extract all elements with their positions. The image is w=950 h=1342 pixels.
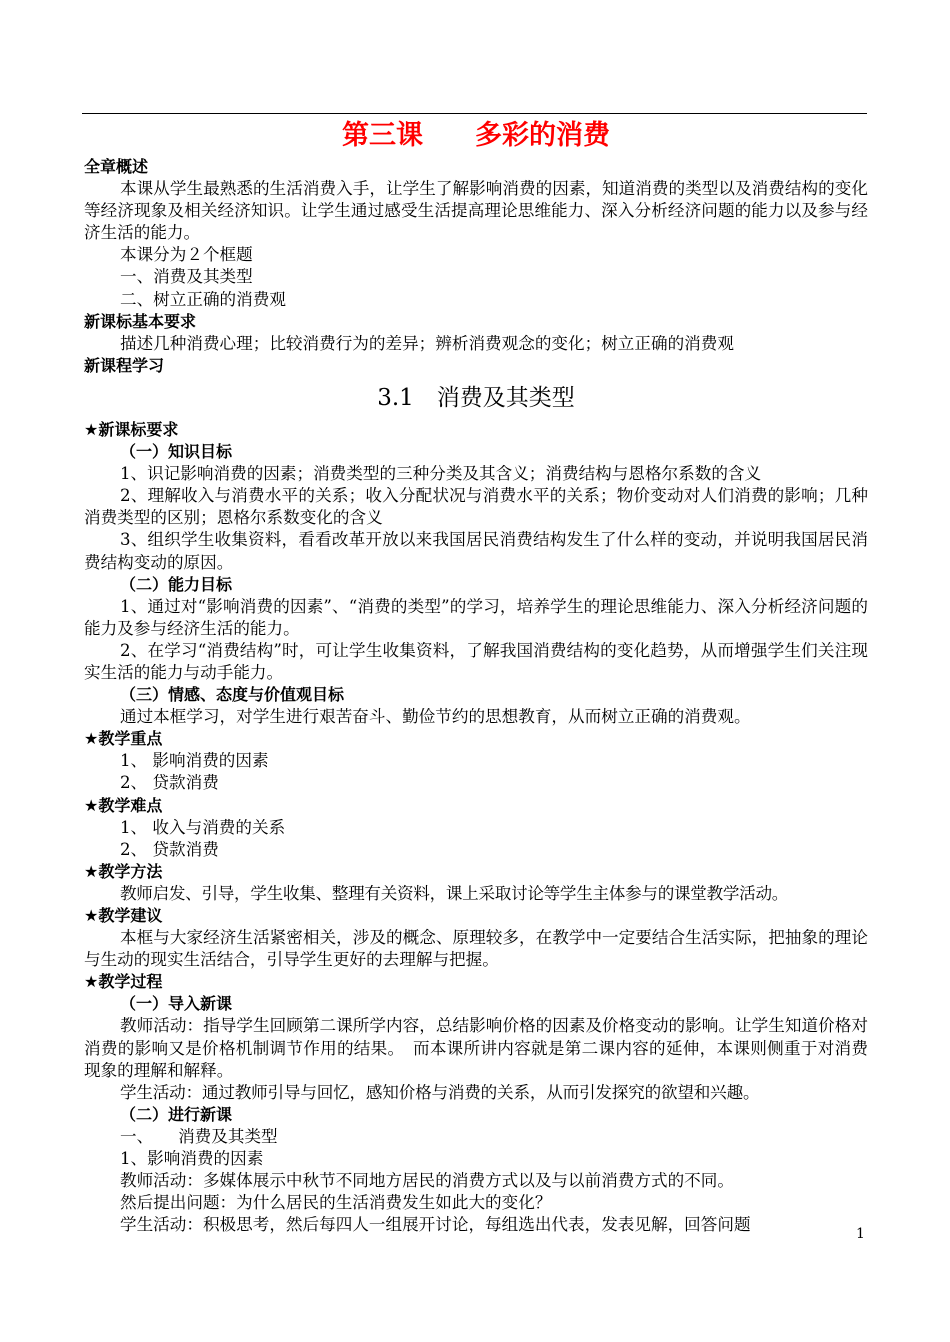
overview-heading: 全章概述	[84, 157, 149, 176]
key-point-2: 2、 贷款消费	[120, 773, 219, 793]
methods-text: 教师启发、引导，学生收集、整理有关资料，课上采取讨论等学生主体参与的课堂教学活动。	[120, 883, 789, 903]
knowledge-heading: （一）知识目标	[120, 442, 233, 462]
overview-count: 本课分为２个框题	[120, 245, 253, 265]
new-lesson-item-3: 教师活动：多媒体展示中秋节不同地方居民的消费方式以及与以前消费方式的不同。	[120, 1171, 734, 1191]
ability-item-2: 2、在学习“消费结构”时，可让学生收集资料，了解我国消费结构的变化趋势，从而增强学生们关注现实生活的能力与动手能力。	[84, 640, 868, 682]
suggestions-heading: ★教学建议	[84, 906, 163, 925]
document-body	[84, 116, 868, 1236]
knowledge-item-3: 3、组织学生收集资料，看看改革开放以来我国居民消费结构发生了什么样的变动，并说明我国居民消费结构变动的原因。	[84, 530, 868, 572]
overview-item-1: 一、消费及其类型	[120, 267, 253, 287]
new-lesson-item-4: 然后提出问题：为什么居民的生活消费发生如此大的变化？	[120, 1193, 552, 1213]
top-rule	[82, 113, 867, 114]
emotion-item-1: 通过本框学习，对学生进行艰苦奋斗、勤俭节约的思想教育，从而树立正确的消费观。	[120, 707, 751, 727]
key-point-1: 1、 影响消费的因素	[120, 751, 269, 771]
difficulties-heading: ★教学难点	[84, 795, 163, 815]
lesson-number: 第三课	[342, 120, 423, 151]
new-lesson-item-5: 学生活动：积极思考，然后每四人一组展开讨论，每组选出代表，发表见解，回答问题	[120, 1215, 751, 1235]
ability-heading: （二）能力目标	[120, 574, 233, 594]
intro-heading: （一）导入新课	[120, 994, 233, 1014]
page-number: 1	[856, 1226, 865, 1242]
ability-item-1: 1、通过对“影响消费的因素”、“消费的类型”的学习，培养学生的理论思维能力、深入分析经济问题的能力及参与经济生活的能力。	[84, 596, 868, 638]
teacher-activity: 教师活动：指导学生回顾第二课所学内容，总结影响价格的因素及价格变动的影响。让学生知道价格对消费的影响又是价格机制调节作用的结果。 而本课所讲内容就是第二课内容的延伸，本课则侧重于对消费现象的理解和解释。	[84, 1016, 868, 1080]
emotion-heading: （三）情感、态度与价值观目标	[120, 685, 345, 705]
section-title: 3.1 消费及其类型	[377, 384, 575, 411]
new-lesson-heading: （二）进行新课	[120, 1104, 233, 1124]
methods-heading: ★教学方法	[84, 861, 163, 881]
course-heading: 新课程学习	[84, 355, 165, 375]
requirements-heading: ★新课标要求	[84, 419, 179, 439]
new-lesson-item-2: 1、影响消费的因素	[120, 1149, 264, 1169]
student-activity: 学生活动：通过教师引导与回忆，感知价格与消费的关系，从而引发探究的欲望和兴趣。	[120, 1082, 760, 1102]
knowledge-item-1: 1、识记影响消费的因素；消费类型的三种分类及其含义；消费结构与恩格尔系数的含义	[120, 464, 762, 484]
knowledge-item-2: 2、理解收入与消费水平的关系；收入分配状况与消费水平的关系；物价变动对人们消费的影响；几种消费类型的区别；恩格尔系数变化的含义	[84, 486, 868, 528]
suggestions-text: 本框与大家经济生活紧密相关，涉及的概念、原理较多，在教学中一定要结合生活实际，把抽象的理论与生动的现实生活结合，引导学生更好的去理解与把握。	[84, 928, 868, 970]
overview-item-2: 二、树立正确的消费观	[120, 289, 286, 309]
process-heading: ★教学过程	[84, 972, 163, 992]
lesson-title	[84, 116, 868, 156]
lesson-topic: 多彩的消费	[475, 120, 610, 151]
new-lesson-item-1: 一、 消费及其类型	[120, 1126, 278, 1146]
difficulty-1: 1、 收入与消费的关系	[120, 817, 286, 837]
key-points-heading: ★教学重点	[84, 729, 163, 749]
overview-paragraph: 本课从学生最熟悉的生活消费入手，让学生了解影响消费的因素，知道消费的类型以及消费结构的变化等经济现象及相关经济知识。让学生通过感受生活提高理论思维能力、深入分析经济问题的能力以及参与经济生活的能力。	[84, 179, 868, 243]
difficulty-2: 2、 贷款消费	[120, 839, 219, 859]
standard-text: 描述几种消费心理；比较消费行为的差异；辨析消费观念的变化；树立正确的消费观	[120, 333, 734, 353]
standard-heading: 新课标基本要求	[84, 311, 197, 331]
